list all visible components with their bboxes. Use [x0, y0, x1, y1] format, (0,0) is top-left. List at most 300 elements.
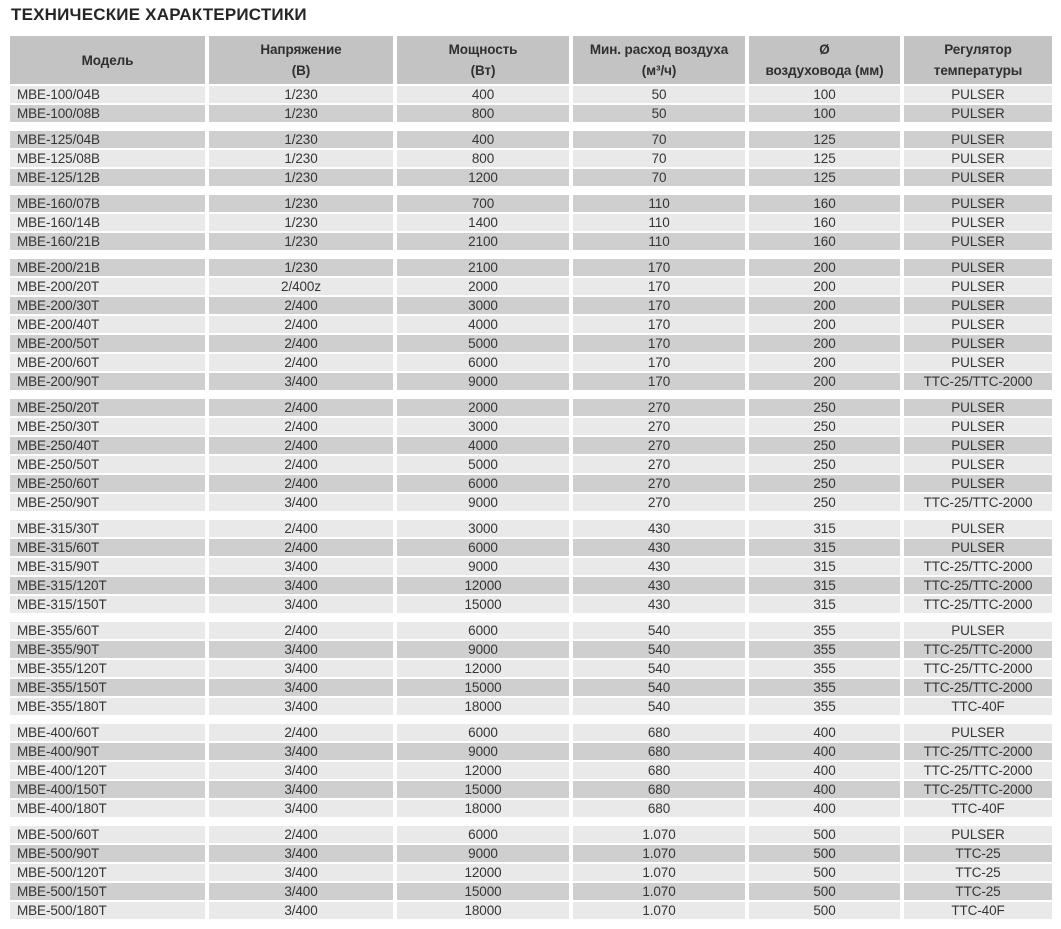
cell-temp-controller: TTC-25/TTC-2000 — [904, 660, 1052, 679]
cell-power: 6000 — [397, 475, 573, 494]
cell-model: MBE-315/30T — [10, 520, 209, 539]
cell-temp-controller: TTC-25/TTC-2000 — [904, 781, 1052, 800]
table-row — [10, 494, 1052, 513]
col-header-model — [10, 36, 209, 86]
table-row — [10, 105, 1052, 124]
cell-temp-controller: PULSER — [904, 622, 1052, 641]
cell-voltage: 1/230 — [209, 214, 397, 233]
cell-voltage: 2/400 — [209, 418, 397, 437]
cell-model: MBE-500/60T — [10, 826, 209, 845]
cell-temp-controller: PULSER — [904, 150, 1052, 169]
cell-duct-diameter: 400 — [749, 781, 904, 800]
cell-min-airflow: 270 — [573, 399, 749, 418]
cell-power: 15000 — [397, 781, 573, 800]
cell-voltage: 2/400 — [209, 724, 397, 743]
cell-power: 18000 — [397, 800, 573, 819]
table-row — [10, 475, 1052, 494]
cell-voltage: 3/400 — [209, 800, 397, 819]
cell-min-airflow: 270 — [573, 456, 749, 475]
cell-model: MBE-125/04B — [10, 131, 209, 150]
table-row — [10, 864, 1052, 883]
cell-temp-controller: TTC-25/TTC-2000 — [904, 679, 1052, 698]
cell-power: 2100 — [397, 259, 573, 278]
cell-voltage: 3/400 — [209, 494, 397, 513]
cell-temp-controller: TTC-25 — [904, 883, 1052, 902]
table-row — [10, 826, 1052, 845]
cell-power: 6000 — [397, 354, 573, 373]
cell-temp-controller: TTC-25/TTC-2000 — [904, 762, 1052, 781]
cell-temp-controller: PULSER — [904, 399, 1052, 418]
cell-duct-diameter: 200 — [749, 316, 904, 335]
cell-min-airflow: 270 — [573, 437, 749, 456]
cell-temp-controller: PULSER — [904, 297, 1052, 316]
cell-voltage: 3/400 — [209, 864, 397, 883]
cell-voltage: 1/230 — [209, 105, 397, 124]
cell-power: 400 — [397, 86, 573, 105]
cell-duct-diameter: 500 — [749, 826, 904, 845]
cell-min-airflow: 170 — [573, 259, 749, 278]
cell-duct-diameter: 400 — [749, 743, 904, 762]
cell-temp-controller: TTC-40F — [904, 698, 1052, 717]
cell-temp-controller: TTC-25/TTC-2000 — [904, 494, 1052, 513]
header-line: (Вт) — [470, 63, 496, 78]
cell-power: 2000 — [397, 399, 573, 418]
cell-min-airflow: 50 — [573, 86, 749, 105]
cell-min-airflow: 110 — [573, 233, 749, 252]
table-row — [10, 781, 1052, 800]
cell-model: MBE-160/07B — [10, 195, 209, 214]
cell-duct-diameter: 250 — [749, 437, 904, 456]
cell-duct-diameter: 400 — [749, 724, 904, 743]
cell-power: 800 — [397, 150, 573, 169]
table-row — [10, 150, 1052, 169]
cell-duct-diameter: 400 — [749, 762, 904, 781]
header-line: температуры — [933, 63, 1023, 78]
cell-voltage: 1/230 — [209, 150, 397, 169]
cell-power: 800 — [397, 105, 573, 124]
group-gap — [10, 124, 1052, 131]
table-row — [10, 131, 1052, 150]
group-gap — [10, 188, 1052, 195]
cell-power: 9000 — [397, 494, 573, 513]
cell-model: MBE-250/50T — [10, 456, 209, 475]
cell-temp-controller: TTC-25/TTC-2000 — [904, 558, 1052, 577]
cell-duct-diameter: 355 — [749, 679, 904, 698]
cell-voltage: 3/400 — [209, 660, 397, 679]
cell-duct-diameter: 100 — [749, 105, 904, 124]
cell-power: 700 — [397, 195, 573, 214]
cell-power: 18000 — [397, 698, 573, 717]
header-line: (В) — [291, 63, 311, 78]
cell-min-airflow: 110 — [573, 195, 749, 214]
cell-power: 4000 — [397, 437, 573, 456]
cell-power: 12000 — [397, 762, 573, 781]
cell-voltage: 1/230 — [209, 169, 397, 188]
cell-voltage: 3/400 — [209, 577, 397, 596]
cell-min-airflow: 430 — [573, 577, 749, 596]
cell-temp-controller: PULSER — [904, 354, 1052, 373]
cell-temp-controller: PULSER — [904, 195, 1052, 214]
cell-min-airflow: 270 — [573, 475, 749, 494]
cell-power: 9000 — [397, 641, 573, 660]
cell-duct-diameter: 500 — [749, 883, 904, 902]
cell-model: MBE-200/21B — [10, 259, 209, 278]
cell-temp-controller: PULSER — [904, 437, 1052, 456]
cell-min-airflow: 680 — [573, 724, 749, 743]
table-row — [10, 660, 1052, 679]
cell-voltage: 1/230 — [209, 131, 397, 150]
cell-duct-diameter: 200 — [749, 373, 904, 392]
group-gap — [10, 717, 1052, 724]
cell-voltage: 3/400 — [209, 781, 397, 800]
cell-voltage: 3/400 — [209, 679, 397, 698]
table-row — [10, 418, 1052, 437]
col-header-voltage — [209, 36, 397, 86]
header-line: Регулятор — [944, 42, 1012, 57]
cell-power: 15000 — [397, 883, 573, 902]
cell-model: MBE-200/60T — [10, 354, 209, 373]
cell-duct-diameter: 250 — [749, 475, 904, 494]
table-row — [10, 86, 1052, 105]
cell-temp-controller: PULSER — [904, 86, 1052, 105]
table-row — [10, 641, 1052, 660]
cell-power: 6000 — [397, 724, 573, 743]
cell-voltage: 2/400 — [209, 475, 397, 494]
group-gap-cell — [10, 392, 1052, 399]
cell-min-airflow: 70 — [573, 150, 749, 169]
page-title: ТЕХНИЧЕСКИЕ ХАРАКТЕРИСТИКИ — [11, 5, 307, 24]
cell-temp-controller: TTC-25 — [904, 864, 1052, 883]
header-line: воздуховода (мм) — [765, 63, 884, 78]
cell-model: MBE-400/90T — [10, 743, 209, 762]
cell-min-airflow: 170 — [573, 354, 749, 373]
cell-model: MBE-125/12B — [10, 169, 209, 188]
cell-min-airflow: 430 — [573, 596, 749, 615]
cell-min-airflow: 70 — [573, 131, 749, 150]
cell-voltage: 3/400 — [209, 641, 397, 660]
table-row — [10, 233, 1052, 252]
header-line: Напряжение — [260, 42, 342, 57]
cell-power: 18000 — [397, 902, 573, 921]
cell-temp-controller: PULSER — [904, 278, 1052, 297]
group-gap-cell — [10, 615, 1052, 622]
cell-voltage: 1/230 — [209, 195, 397, 214]
cell-min-airflow: 270 — [573, 494, 749, 513]
cell-temp-controller: TTC-40F — [904, 902, 1052, 921]
cell-model: MBE-200/50T — [10, 335, 209, 354]
cell-duct-diameter: 500 — [749, 864, 904, 883]
cell-power: 5000 — [397, 456, 573, 475]
cell-voltage: 3/400 — [209, 698, 397, 717]
cell-voltage: 2/400 — [209, 399, 397, 418]
cell-temp-controller: TTC-40F — [904, 800, 1052, 819]
cell-power: 3000 — [397, 520, 573, 539]
cell-model: MBE-500/180T — [10, 902, 209, 921]
group-gap — [10, 819, 1052, 826]
table-row — [10, 883, 1052, 902]
col-header-temp-controller — [904, 36, 1052, 86]
cell-duct-diameter: 315 — [749, 558, 904, 577]
cell-power: 9000 — [397, 373, 573, 392]
table-row — [10, 539, 1052, 558]
group-gap — [10, 513, 1052, 520]
table-row — [10, 437, 1052, 456]
cell-duct-diameter: 200 — [749, 259, 904, 278]
cell-duct-diameter: 315 — [749, 539, 904, 558]
cell-voltage: 2/400z — [209, 278, 397, 297]
cell-temp-controller: TTC-25/TTC-2000 — [904, 373, 1052, 392]
table-row — [10, 762, 1052, 781]
cell-duct-diameter: 250 — [749, 418, 904, 437]
table-row — [10, 698, 1052, 717]
cell-min-airflow: 70 — [573, 169, 749, 188]
cell-model: MBE-250/30T — [10, 418, 209, 437]
cell-voltage: 2/400 — [209, 316, 397, 335]
table-row — [10, 577, 1052, 596]
cell-model: MBE-400/120T — [10, 762, 209, 781]
cell-voltage: 1/230 — [209, 259, 397, 278]
cell-power: 1200 — [397, 169, 573, 188]
cell-model: MBE-160/21B — [10, 233, 209, 252]
cell-duct-diameter: 125 — [749, 169, 904, 188]
cell-temp-controller: PULSER — [904, 131, 1052, 150]
cell-voltage: 2/400 — [209, 437, 397, 456]
group-gap — [10, 392, 1052, 399]
cell-power: 1400 — [397, 214, 573, 233]
table-row — [10, 259, 1052, 278]
cell-min-airflow: 170 — [573, 316, 749, 335]
cell-voltage: 2/400 — [209, 622, 397, 641]
cell-voltage: 2/400 — [209, 335, 397, 354]
cell-model: MBE-200/20T — [10, 278, 209, 297]
cell-voltage: 3/400 — [209, 373, 397, 392]
cell-duct-diameter: 315 — [749, 577, 904, 596]
cell-voltage: 3/400 — [209, 743, 397, 762]
cell-power: 15000 — [397, 596, 573, 615]
group-gap — [10, 615, 1052, 622]
cell-min-airflow: 540 — [573, 660, 749, 679]
cell-min-airflow: 1.070 — [573, 845, 749, 864]
header-line: Ø — [819, 42, 830, 57]
cell-voltage: 2/400 — [209, 539, 397, 558]
cell-temp-controller: PULSER — [904, 456, 1052, 475]
table-row — [10, 800, 1052, 819]
table-row — [10, 743, 1052, 762]
cell-temp-controller: PULSER — [904, 214, 1052, 233]
cell-model: MBE-200/40T — [10, 316, 209, 335]
table-row — [10, 316, 1052, 335]
cell-voltage: 2/400 — [209, 520, 397, 539]
cell-voltage: 3/400 — [209, 558, 397, 577]
cell-voltage: 3/400 — [209, 902, 397, 921]
table-header — [10, 36, 1052, 86]
cell-min-airflow: 1.070 — [573, 826, 749, 845]
cell-duct-diameter: 250 — [749, 399, 904, 418]
cell-power: 2100 — [397, 233, 573, 252]
cell-model: MBE-355/120T — [10, 660, 209, 679]
cell-temp-controller: PULSER — [904, 418, 1052, 437]
cell-temp-controller: TTC-25/TTC-2000 — [904, 641, 1052, 660]
cell-duct-diameter: 200 — [749, 278, 904, 297]
cell-model: MBE-400/180T — [10, 800, 209, 819]
cell-duct-diameter: 200 — [749, 335, 904, 354]
table-row — [10, 520, 1052, 539]
table-row — [10, 399, 1052, 418]
cell-power: 6000 — [397, 826, 573, 845]
cell-model: MBE-100/08B — [10, 105, 209, 124]
cell-model: MBE-355/150T — [10, 679, 209, 698]
table-row — [10, 354, 1052, 373]
cell-model: MBE-500/120T — [10, 864, 209, 883]
cell-model: MBE-250/40T — [10, 437, 209, 456]
cell-temp-controller: TTC-25/TTC-2000 — [904, 577, 1052, 596]
cell-min-airflow: 270 — [573, 418, 749, 437]
cell-min-airflow: 170 — [573, 373, 749, 392]
cell-duct-diameter: 315 — [749, 520, 904, 539]
cell-duct-diameter: 315 — [749, 596, 904, 615]
cell-min-airflow: 110 — [573, 214, 749, 233]
header-line: Мин. расход воздуха — [589, 42, 729, 57]
cell-power: 3000 — [397, 297, 573, 316]
table-row — [10, 558, 1052, 577]
table-row — [10, 373, 1052, 392]
group-gap-cell — [10, 819, 1052, 826]
cell-min-airflow: 680 — [573, 743, 749, 762]
specs-table — [10, 36, 1052, 921]
cell-model: MBE-125/08B — [10, 150, 209, 169]
table-body — [10, 86, 1052, 921]
cell-duct-diameter: 500 — [749, 902, 904, 921]
cell-power: 4000 — [397, 316, 573, 335]
cell-duct-diameter: 200 — [749, 354, 904, 373]
table-row — [10, 724, 1052, 743]
cell-voltage: 1/230 — [209, 233, 397, 252]
cell-temp-controller: PULSER — [904, 259, 1052, 278]
cell-power: 15000 — [397, 679, 573, 698]
cell-min-airflow: 1.070 — [573, 902, 749, 921]
table-row — [10, 456, 1052, 475]
cell-min-airflow: 170 — [573, 297, 749, 316]
cell-model: MBE-500/90T — [10, 845, 209, 864]
cell-model: MBE-250/90T — [10, 494, 209, 513]
group-gap-cell — [10, 188, 1052, 195]
cell-model: MBE-160/14B — [10, 214, 209, 233]
cell-min-airflow: 540 — [573, 641, 749, 660]
cell-model: MBE-100/04B — [10, 86, 209, 105]
group-gap — [10, 252, 1052, 259]
cell-model: MBE-315/120T — [10, 577, 209, 596]
cell-power: 9000 — [397, 845, 573, 864]
cell-duct-diameter: 125 — [749, 150, 904, 169]
cell-power: 5000 — [397, 335, 573, 354]
table-row — [10, 214, 1052, 233]
cell-min-airflow: 540 — [573, 679, 749, 698]
cell-temp-controller: PULSER — [904, 316, 1052, 335]
cell-voltage: 2/400 — [209, 354, 397, 373]
cell-model: MBE-250/60T — [10, 475, 209, 494]
table-row — [10, 902, 1052, 921]
cell-duct-diameter: 355 — [749, 641, 904, 660]
cell-duct-diameter: 400 — [749, 800, 904, 819]
cell-min-airflow: 680 — [573, 781, 749, 800]
cell-voltage: 1/230 — [209, 86, 397, 105]
cell-power: 400 — [397, 131, 573, 150]
cell-temp-controller: PULSER — [904, 826, 1052, 845]
cell-duct-diameter: 100 — [749, 86, 904, 105]
cell-model: MBE-315/90T — [10, 558, 209, 577]
cell-model: MBE-250/20T — [10, 399, 209, 418]
cell-min-airflow: 1.070 — [573, 864, 749, 883]
cell-duct-diameter: 200 — [749, 297, 904, 316]
cell-temp-controller: TTC-25 — [904, 845, 1052, 864]
table-row — [10, 297, 1052, 316]
table-row — [10, 195, 1052, 214]
col-header-power — [397, 36, 573, 86]
header-line: (м³/ч) — [641, 63, 677, 78]
cell-model: MBE-200/90T — [10, 373, 209, 392]
cell-duct-diameter: 250 — [749, 456, 904, 475]
cell-temp-controller: PULSER — [904, 335, 1052, 354]
cell-model: MBE-355/180T — [10, 698, 209, 717]
group-gap-cell — [10, 252, 1052, 259]
cell-min-airflow: 430 — [573, 520, 749, 539]
cell-temp-controller: PULSER — [904, 169, 1052, 188]
cell-duct-diameter: 250 — [749, 494, 904, 513]
header-row — [10, 36, 1052, 86]
cell-min-airflow: 170 — [573, 335, 749, 354]
cell-duct-diameter: 160 — [749, 195, 904, 214]
group-gap-cell — [10, 513, 1052, 520]
table-row — [10, 622, 1052, 641]
table-row — [10, 335, 1052, 354]
cell-min-airflow: 680 — [573, 800, 749, 819]
cell-power: 3000 — [397, 418, 573, 437]
header-line: Мощность — [448, 42, 518, 57]
cell-duct-diameter: 355 — [749, 660, 904, 679]
cell-temp-controller: PULSER — [904, 539, 1052, 558]
cell-duct-diameter: 125 — [749, 131, 904, 150]
cell-temp-controller: PULSER — [904, 520, 1052, 539]
table-row — [10, 596, 1052, 615]
table-row — [10, 278, 1052, 297]
group-gap-cell — [10, 124, 1052, 131]
cell-min-airflow: 1.070 — [573, 883, 749, 902]
cell-min-airflow: 540 — [573, 698, 749, 717]
cell-power: 12000 — [397, 864, 573, 883]
cell-model: MBE-315/60T — [10, 539, 209, 558]
cell-voltage: 3/400 — [209, 883, 397, 902]
cell-min-airflow: 540 — [573, 622, 749, 641]
cell-voltage: 3/400 — [209, 845, 397, 864]
group-gap-cell — [10, 717, 1052, 724]
cell-power: 9000 — [397, 558, 573, 577]
cell-temp-controller: TTC-25/TTC-2000 — [904, 596, 1052, 615]
cell-temp-controller: PULSER — [904, 105, 1052, 124]
cell-duct-diameter: 160 — [749, 214, 904, 233]
table-row — [10, 845, 1052, 864]
cell-temp-controller: PULSER — [904, 233, 1052, 252]
cell-voltage: 2/400 — [209, 297, 397, 316]
cell-voltage: 3/400 — [209, 762, 397, 781]
cell-power: 12000 — [397, 660, 573, 679]
cell-temp-controller: TTC-25/TTC-2000 — [904, 743, 1052, 762]
cell-model: MBE-400/60T — [10, 724, 209, 743]
cell-model: MBE-355/90T — [10, 641, 209, 660]
cell-power: 2000 — [397, 278, 573, 297]
table-row — [10, 679, 1052, 698]
cell-power: 9000 — [397, 743, 573, 762]
cell-model: MBE-315/150T — [10, 596, 209, 615]
